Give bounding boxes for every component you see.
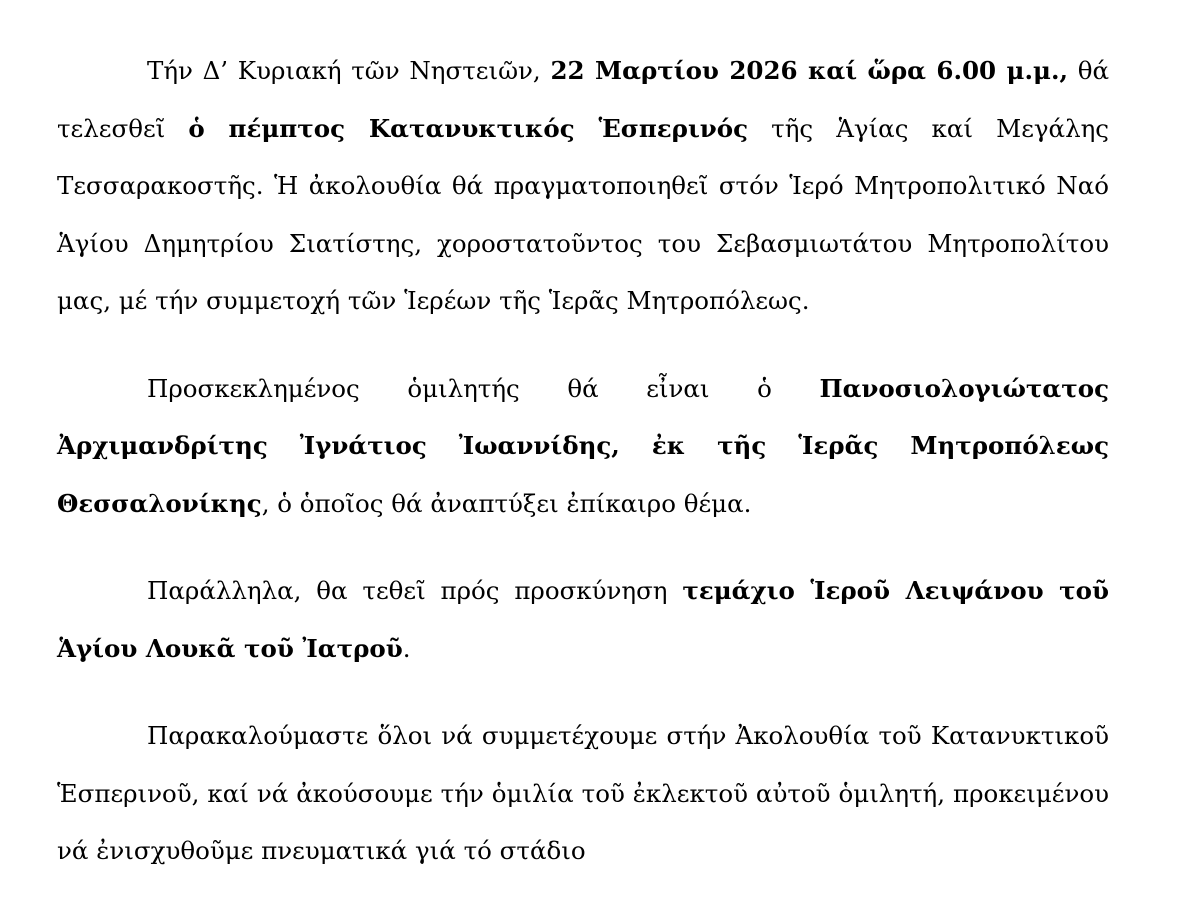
paragraph-vespers-announcement xyxy=(57,42,1109,330)
document-body xyxy=(57,42,1109,910)
paragraph-guest-speaker xyxy=(57,360,1109,533)
paragraph-holy-relic xyxy=(57,562,1109,677)
text-run: . xyxy=(402,633,411,663)
paragraph-invitation xyxy=(57,707,1109,880)
text-run-bold: 22 Μαρτίου 2026 καί ὥρα 6.00 μ.μ., xyxy=(550,56,1068,85)
text-run-bold: ὁ πέμπτος Κατανυκτικός Ἑσπερινός xyxy=(188,113,749,143)
text-run: Τήν Δ’ Κυριακή τῶν Νηστειῶν, xyxy=(147,56,551,85)
text-run: τῆς Ἁγίας καί Μεγάλης Τεσσαρακοστῆς. Ἡ ἀκολουθία θά πραγματοποιηθεῖ στόν Ἱερό Μητροπολιτικό Ναό Ἁγίου Δημητρίου Σιατίστης, χοροστατοῦντος του Σεβασμιωτάτου Μητροπολίτου μας, μέ τήν συμμετοχή τῶν Ἱερέων τῆς Ἱερᾶς Μητροπόλεως. xyxy=(57,113,1110,315)
text-run: θά τελεσθεῖ xyxy=(57,56,1109,143)
text-run-bold: Πανοσιολογιώτατος Ἀρχιμανδρίτης Ἰγνάτιος Ἰωαννίδης, ἐκ τῆς Ἱερᾶς Μητροπόλεως Θεσσαλονίκης xyxy=(57,373,1109,518)
text-run: Προσκεκλημένος ὁμιλητής θά εἶναι ὁ xyxy=(147,373,820,403)
text-run: Παράλληλα, θα τεθεῖ πρός προσκύνηση xyxy=(147,576,683,605)
text-run: Παρακαλούμαστε ὅλοι νά συμμετέχουμε στήν Ἀκολουθία τοῦ Κατανυκτικοῦ Ἑσπερινοῦ, καί νά ἀκούσουμε τήν ὁμιλία τοῦ ἐκλεκτοῦ αὐτοῦ ὁμιλητή, προκειμένου νά ἐνισχυθοῦμε πνευματικά γιά τό στάδιο xyxy=(57,721,1109,865)
text-run: , ὁ ὁποῖος θά ἀναπτύξει ἐπίκαιρο θέμα. xyxy=(261,488,752,518)
text-run-bold: τεμάχιο Ἱεροῦ Λειψάνου τοῦ Ἁγίου Λουκᾶ τοῦ Ἰατροῦ xyxy=(57,576,1109,663)
